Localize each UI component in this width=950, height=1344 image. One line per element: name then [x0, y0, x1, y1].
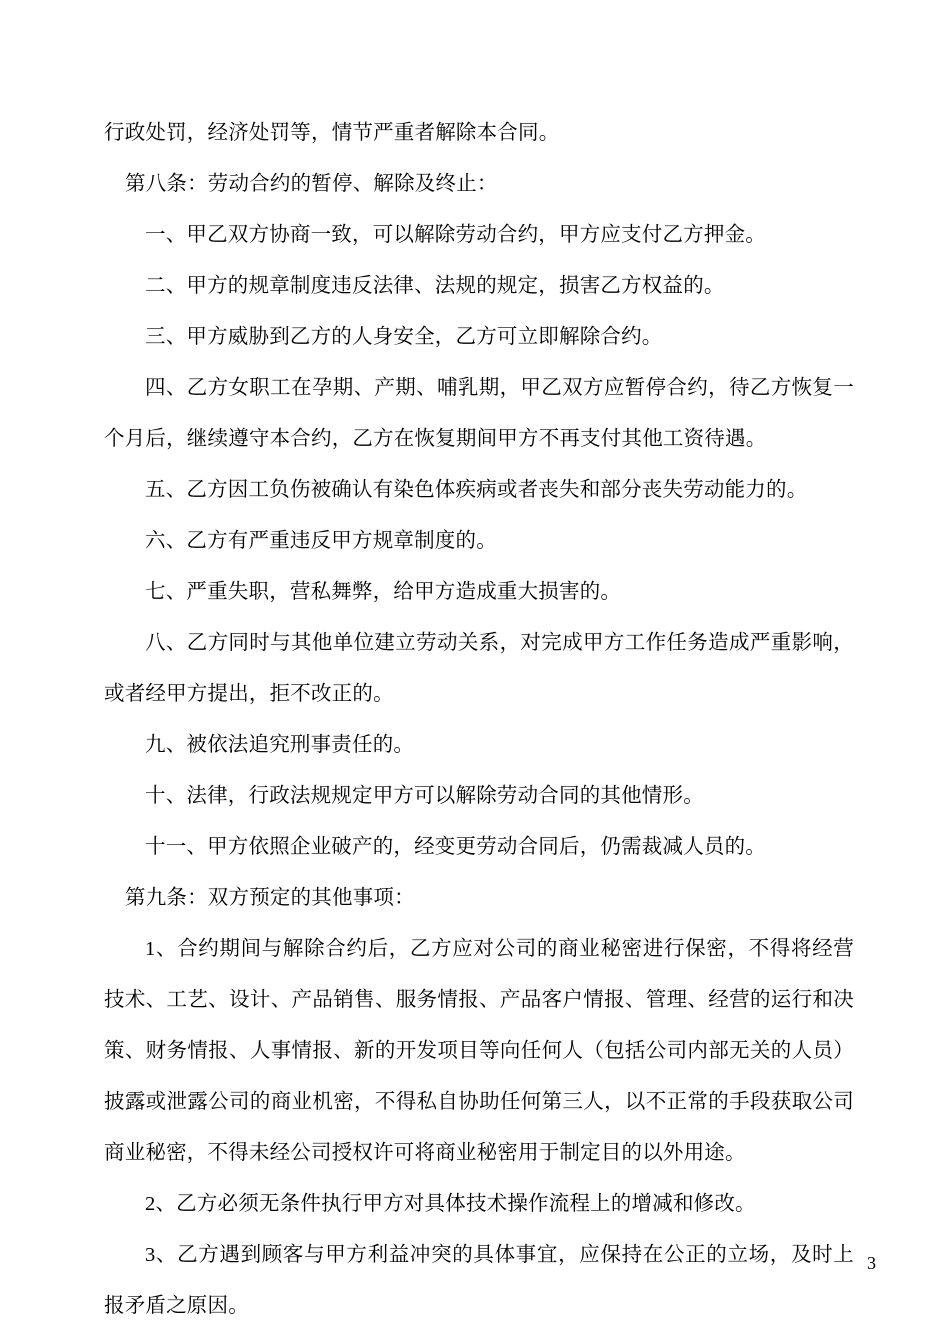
page-number: 3	[867, 1253, 876, 1273]
paragraph: 五、乙方因工负伤被确认有染色体疾病或者丧失和部分丧失劳动能力的。	[145, 479, 808, 501]
paragraph: 九、被依法追究刑事责任的。	[145, 734, 415, 756]
document-body	[104, 108, 854, 1332]
paragraph: 十一、甲方依照企业破产的，经变更劳动合同后，仍需裁减人员的。	[145, 836, 766, 858]
paragraph: 3、乙方遇到顾客与甲方利益冲突的具体事宜，应保持在公正的立场，及时上报矛盾之原因。	[104, 1244, 854, 1317]
paragraph: 十、法律，行政法规规定甲方可以解除劳动合同的其他情形。	[145, 785, 704, 807]
paragraph: 一、甲乙双方协商一致，可以解除劳动合约，甲方应支付乙方押金。	[145, 224, 766, 246]
paragraph: 行政处罚，经济处罚等，情节严重者解除本合同。	[104, 122, 560, 144]
paragraph: 八、乙方同时与其他单位建立劳动关系，对完成甲方工作任务造成严重影响，或者经甲方提出，拒不改正的。	[104, 632, 854, 705]
paragraph: 2、乙方必须无条件执行甲方对具体技术操作流程上的增减和修改。	[145, 1193, 756, 1215]
paragraph-section-heading-8: 第八条：劳动合约的暂停、解除及终止：	[125, 173, 498, 195]
paragraph: 三、甲方威胁到乙方的人身安全，乙方可立即解除合约。	[145, 326, 663, 348]
paragraph: 二、甲方的规章制度违反法律、法规的规定，损害乙方权益的。	[145, 275, 725, 297]
paragraph: 1、合约期间与解除合约后，乙方应对公司的商业秘密进行保密，不得将经营技术、工艺、设计、产品销售、服务情报、产品客户情报、管理、经营的运行和决策、财务情报、人事情报、新的开发项目等向任何人（包括公司内部无关的人员）披露或泄露公司的商业机密，不得私自协助任何第三人，以不正常的手段获取公司商业秘密，不得未经公司授权许可将商业秘密用于制定目的以外用途。	[104, 938, 854, 1164]
paragraph: 六、乙方有严重违反甲方规章制度的。	[145, 530, 497, 552]
paragraph: 四、乙方女职工在孕期、产期、哺乳期，甲乙双方应暂停合约，待乙方恢复一个月后，继续遵守本合约，乙方在恢复期间甲方不再支付其他工资待遇。	[104, 377, 854, 450]
paragraph-section-heading-9: 第九条：双方预定的其他事项：	[125, 887, 415, 909]
paragraph: 七、严重失职，营私舞弊，给甲方造成重大损害的。	[145, 581, 622, 603]
